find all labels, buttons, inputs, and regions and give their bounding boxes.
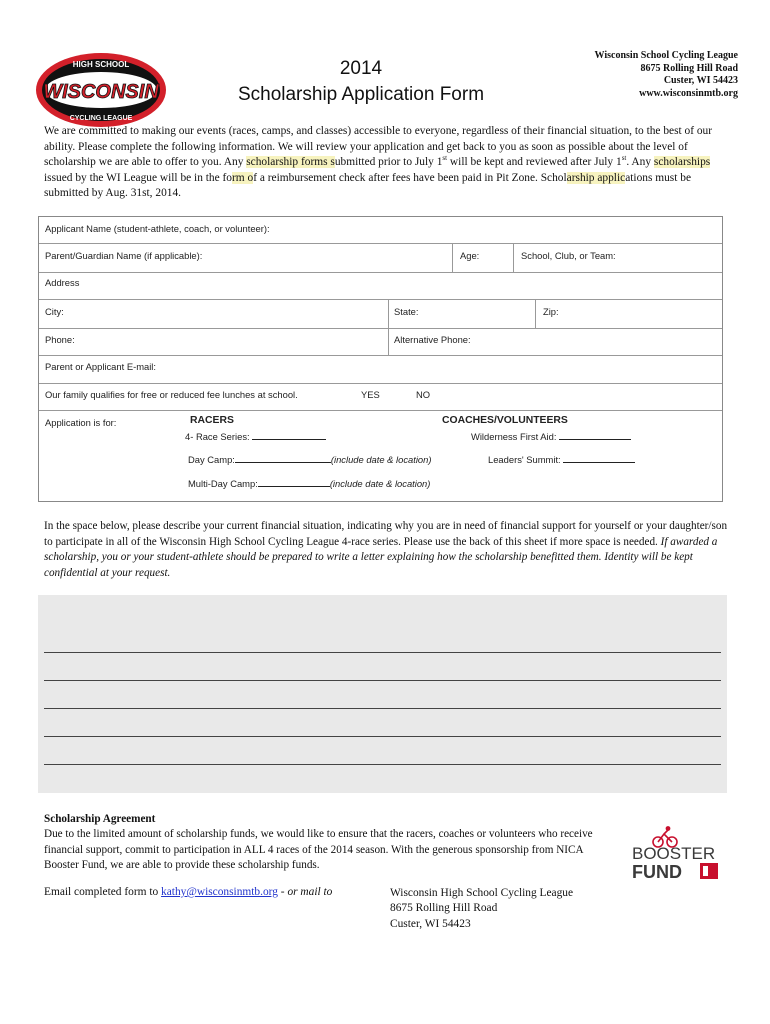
mail-street: 8675 Rolling Hill Road — [390, 902, 498, 915]
zip-field[interactable]: Zip: — [543, 306, 559, 317]
org-street: 8675 Rolling Hill Road — [640, 62, 738, 74]
leaders-summit-field[interactable] — [488, 453, 635, 465]
write-line — [44, 736, 721, 737]
email-field[interactable]: Parent or Applicant E-mail: — [45, 361, 156, 372]
logo-bottom-text: CYCLING LEAGUE — [69, 115, 133, 122]
booster-text: BOOSTER — [632, 844, 716, 863]
intro-text-1: We are committed to making our events (races, camps, and classes) accessible to everyone, regardless of their financial situation, to the best of our ability. Please complete the following information. We will review your application and get back to you as soon as possible about the level of scholarship we are able to offer to you. Any — [44, 125, 713, 169]
school-team-field[interactable]: School, Club, or Team: — [521, 250, 616, 261]
multi-day-camp-field[interactable] — [188, 477, 430, 489]
write-line — [44, 652, 721, 653]
multi-day-camp-note: (include date & location) — [329, 478, 431, 489]
form-title: Scholarship Application Form — [237, 84, 485, 105]
day-camp-label: Day Camp: — [188, 454, 235, 465]
mail-city: Custer, WI 54423 — [390, 917, 471, 930]
email-suffix: - or mail to — [277, 886, 333, 898]
alt-phone-field[interactable]: Alternative Phone: — [394, 334, 471, 345]
description-text: In the space below, please describe your current financial situation, indicating why you are in need of financial support for yourself or your daughter/son to participate in all of the Wisconsin High School Cycling League 4-race series. Please use the back of this sheet if more space is needed. — [44, 520, 728, 548]
intro-text-3: will be kept and reviewed after July 1 — [447, 156, 622, 169]
intro-highlight-1: scholarship forms s — [246, 156, 335, 169]
intro-highlight-3: rm o — [232, 171, 254, 184]
day-camp-field[interactable] — [188, 453, 431, 465]
org-address — [595, 50, 738, 100]
race-series-label: 4- Race Series: — [185, 431, 250, 442]
org-name: Wisconsin School Cycling League — [594, 50, 738, 61]
email-instructions — [44, 886, 332, 898]
intro-sup-1: st — [442, 154, 448, 163]
booster-fund-logo — [630, 826, 726, 882]
intro-sup-2: st — [621, 154, 627, 163]
race-series-field[interactable] — [185, 430, 326, 442]
intro-text-4: . Any — [626, 156, 654, 169]
applicant-name-field[interactable]: Applicant Name (student-athlete, coach, or volunteer): — [45, 223, 270, 234]
address-field[interactable]: Address — [45, 277, 80, 288]
phone-field[interactable]: Phone: — [45, 334, 75, 345]
intro-text-7: ations must be submitted by Aug. 31st, 2014. — [44, 171, 691, 200]
lunch-yes-option[interactable]: YES — [361, 389, 380, 400]
description-instructions — [44, 519, 734, 581]
lunch-no-option[interactable]: NO — [416, 389, 431, 400]
racers-heading: RACERS — [190, 415, 234, 426]
age-field[interactable]: Age: — [460, 250, 480, 261]
agreement-heading: Scholarship Agreement — [44, 813, 156, 825]
coaches-heading: COACHES/VOLUNTEERS — [442, 415, 568, 426]
lunch-qualify-label: Our family qualifies for free or reduced fee lunches at school. — [45, 389, 298, 400]
flag-icon — [700, 863, 718, 879]
first-aid-field[interactable] — [471, 430, 631, 442]
day-camp-note: (include date & location) — [330, 454, 432, 465]
multi-day-camp-label: Multi-Day Camp: — [188, 478, 258, 489]
fund-text: FUND — [632, 862, 682, 882]
leaders-summit-label: Leaders' Summit: — [488, 454, 561, 465]
financial-situation-textarea[interactable] — [38, 595, 727, 793]
email-prefix: Email completed form to — [44, 886, 162, 898]
city-field[interactable]: City: — [45, 306, 64, 317]
intro-text-5: issued by the WI League will be in the fo — [44, 171, 233, 184]
intro-highlight-4: arship applic — [566, 171, 626, 184]
first-aid-label: Wilderness First Aid: — [471, 431, 557, 442]
scholarship-agreement — [44, 812, 604, 874]
intro-paragraph — [44, 124, 720, 202]
agreement-text: Due to the limited amount of scholarship funds, we would like to ensure that the racers, coaches or volunteers who receive financial support, commit to participation in ALL 4 races of the 2014 season. With the generous sponsorship from NICA Booster Fund, we are able to provide these scholarship funds. — [44, 828, 593, 872]
application-for-label: Application is for: — [45, 417, 117, 428]
form-title-block — [196, 56, 526, 108]
mail-name: Wisconsin High School Cycling League — [390, 887, 574, 899]
intro-text-6: f a reimbursement check after fees have been paid in Pit Zone. Schol — [253, 171, 567, 184]
application-form-box — [38, 216, 723, 502]
write-line — [44, 764, 721, 765]
write-line — [44, 680, 721, 681]
logo-main-text: WISCONSIN — [43, 81, 159, 103]
logo-top-text: HIGH SCHOOL — [72, 60, 130, 69]
org-website: www.wisconsinmtb.org — [639, 87, 738, 99]
description-italic: If awarded a scholarship, you or your student-athlete should be prepared to write a letter explaining how the scholarship benefitted them. Identity will be kept confidential at your request. — [44, 535, 718, 579]
mailing-address — [390, 886, 573, 932]
wisconsin-league-logo — [34, 50, 168, 130]
state-field[interactable]: State: — [394, 306, 419, 317]
email-link[interactable]: kathy@wisconsinmtb.org — [161, 886, 278, 898]
org-city: Custer, WI 54423 — [663, 75, 738, 86]
guardian-name-field[interactable]: Parent/Guardian Name (if applicable): — [45, 250, 203, 261]
form-year: 2014 — [339, 58, 383, 79]
write-line — [44, 708, 721, 709]
intro-text-2: ubmitted prior to July 1 — [334, 156, 443, 169]
intro-highlight-2: scholarships — [653, 156, 711, 169]
